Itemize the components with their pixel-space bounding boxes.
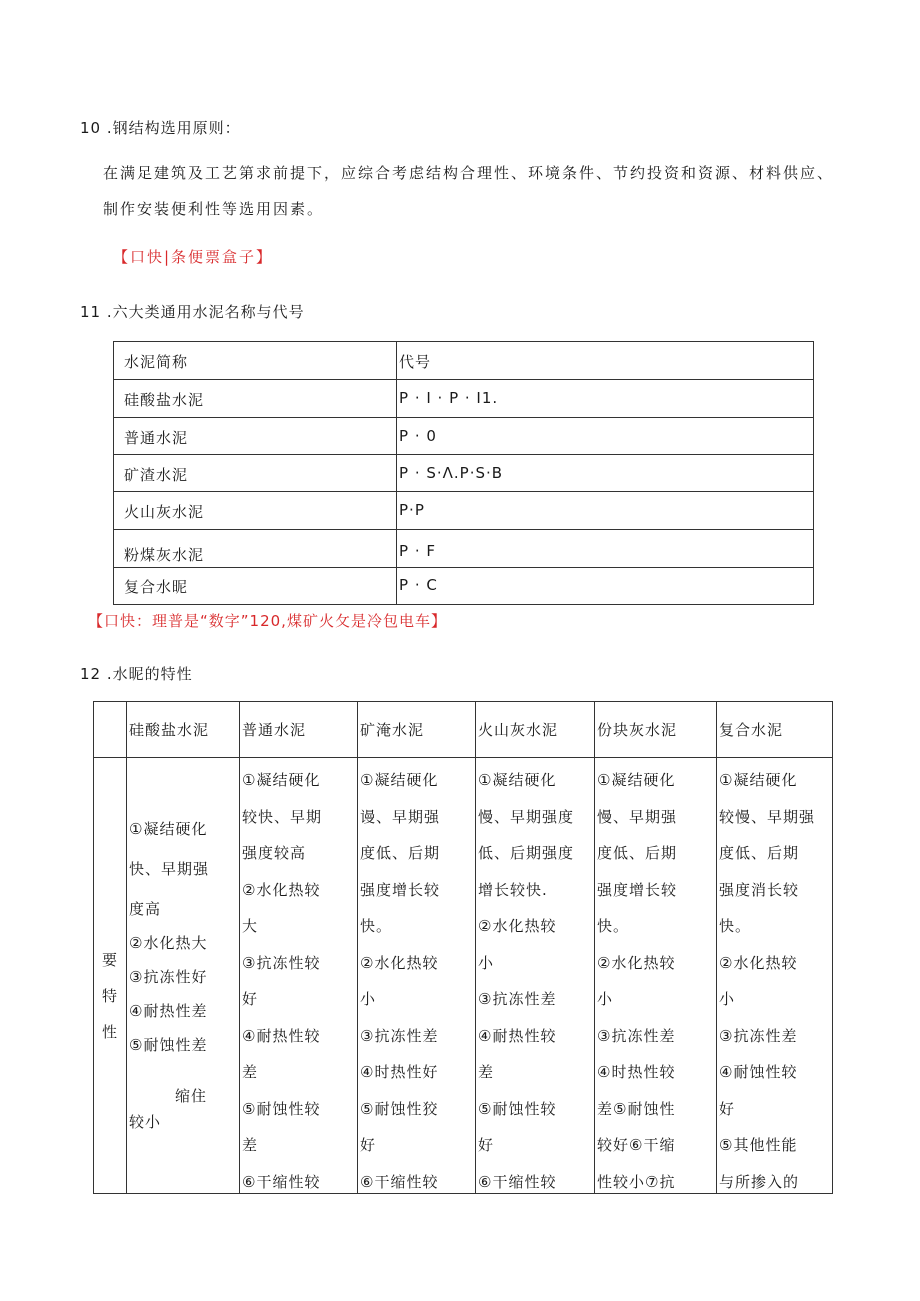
property-line: 好 [478, 1136, 495, 1154]
cement-code: P · C [399, 576, 438, 594]
row-label-char: 要 [101, 951, 118, 969]
property-line: ①凝结硬化 [719, 771, 798, 789]
section-11-heading: 11 .六大类通用水泥名称与代号 [80, 303, 305, 321]
property-line: 大 [242, 917, 259, 935]
cement-name: 粉煤灰水泥 [124, 546, 205, 564]
property-line: ②水化热较 [597, 953, 676, 972]
property-line: ①凝结硬化 [597, 771, 676, 789]
cement-properties-table [93, 701, 833, 1194]
property-line: 度低、后期 [360, 844, 441, 862]
property-line: ④耐热性较 [478, 1026, 557, 1045]
property-line: 度高 [129, 900, 162, 918]
property-line: 慢、早期强度 [478, 807, 575, 826]
section-11-mnemonic: 【口快：理普是“数字”120,煤矿火攵是冷包电车】 [88, 612, 447, 630]
header-cell: 硅酸盐水泥 [129, 721, 210, 739]
property-line: ④耐热性较 [242, 1026, 321, 1045]
property-line: 快。 [719, 917, 752, 935]
table-divider [357, 702, 358, 1193]
property-line: 度低、后期 [597, 844, 678, 862]
property-line: 慢、早期强 [597, 807, 678, 826]
property-line: 增长较快. [478, 880, 548, 899]
paragraph-line: 制作安装便利性等选用因素。 [103, 200, 325, 218]
property-line: ①凝结硬化 [360, 771, 439, 789]
table-row [114, 530, 813, 568]
property-line: ③抗冻性差 [597, 1026, 676, 1045]
section-10-paragraph [103, 155, 833, 227]
header-code: 代号 [399, 353, 432, 371]
table-divider [94, 757, 832, 758]
cement-name: 普通水泥 [124, 429, 189, 447]
property-line: ⑤耐蚀性较 [478, 1099, 557, 1118]
property-line: 快。 [360, 917, 393, 935]
property-cell [129, 809, 209, 889]
cement-name: 复合水昵 [124, 578, 189, 596]
row-label-char: 特 [101, 987, 118, 1005]
cement-name: 矿渣水泥 [124, 466, 189, 484]
property-cell [597, 762, 677, 1200]
property-line: 好 [719, 1099, 736, 1118]
table-header-row [114, 342, 813, 380]
table-divider [475, 702, 476, 1193]
header-cell: 复合水泥 [719, 721, 784, 739]
property-line: 较慢、早期强 [719, 807, 816, 826]
property-line: 缩住 [175, 1087, 208, 1105]
property-line: 强度增长较 [360, 880, 441, 899]
property-line: 较好⑥干缩 [597, 1136, 676, 1154]
property-line: ④耐蚀性较 [719, 1063, 798, 1081]
cement-code: P · 0 [399, 427, 437, 445]
property-line: 差 [478, 1063, 495, 1081]
paragraph-line: 在满足建筑及工艺第求前提下，应综合考虑结构合理性、环境条件、节约投资和资源、材料供应、 [103, 164, 835, 182]
property-line: 好 [360, 1136, 377, 1154]
property-line: ③抗冻性差 [719, 1026, 798, 1045]
header-cell: 普通水泥 [242, 721, 307, 739]
property-line: ①凝结硬化 [478, 771, 557, 789]
cement-name: 硅酸盐水泥 [124, 391, 205, 409]
property-line: 小 [597, 990, 614, 1008]
property-line: 小 [719, 990, 736, 1008]
table-divider [716, 702, 717, 1193]
property-line: ①凝结硬化 [129, 820, 208, 838]
cement-code: P · I · P · I1. [399, 389, 499, 407]
property-line: ②水化热较 [478, 917, 557, 935]
property-line: 好 [242, 990, 259, 1008]
property-line: 差 [242, 1063, 259, 1081]
property-cell [129, 1108, 161, 1136]
cement-name: 火山灰水泥 [124, 503, 205, 521]
property-line: 低、后期强度 [478, 844, 575, 862]
property-line: ②水化热较 [719, 953, 798, 972]
property-cell [242, 762, 322, 1200]
property-line: ④耐热性差 [129, 1002, 208, 1020]
row-label [94, 942, 126, 1050]
property-line: 小 [360, 990, 377, 1008]
property-line: 谩、早期强 [360, 807, 441, 826]
property-line: ②水化热较 [360, 953, 439, 972]
cement-code: P · F [399, 542, 436, 560]
table-row [114, 568, 813, 605]
property-cell [175, 1082, 207, 1110]
section-10-heading: 10 .钢结构选用原则： [80, 119, 241, 137]
property-cell [360, 762, 440, 1200]
table-row [114, 418, 813, 455]
table-row [114, 455, 813, 492]
row-label-char: 性 [101, 1023, 118, 1041]
property-cell [478, 762, 574, 1200]
property-line: ⑥干缩性较 [242, 1172, 321, 1191]
property-line: 度低、后期 [719, 844, 800, 862]
header-cell: 份块灰水泥 [597, 721, 678, 739]
cement-code: P·P [399, 501, 425, 519]
property-line: ③抗冻性好 [129, 968, 208, 986]
header-cell: 火山灰水泥 [478, 721, 559, 739]
cement-code-table [113, 341, 814, 605]
property-line: 强度较高 [242, 844, 307, 862]
property-line: 较快、早期 [242, 807, 323, 826]
property-cell [129, 892, 207, 1062]
property-line: ④时热性好 [360, 1063, 439, 1081]
property-line: ③抗冻性差 [478, 990, 557, 1008]
property-line: ③抗冻性差 [360, 1026, 439, 1045]
property-line: ⑤耐蚀性狡 [360, 1099, 439, 1118]
property-line: 差⑤耐蚀性 [597, 1099, 676, 1118]
property-line: 小 [478, 953, 495, 972]
property-line: ⑤其他性能 [719, 1136, 798, 1154]
header-cell: 矿淹水泥 [360, 721, 425, 739]
property-line: 快。 [597, 917, 630, 935]
property-line: 差 [242, 1136, 259, 1154]
table-divider [594, 702, 595, 1193]
property-line: ⑥干缩性较 [478, 1172, 557, 1191]
property-line: 性较小⑦抗 [597, 1172, 676, 1191]
cement-code: P · S·Λ.P·S·B [399, 464, 504, 482]
property-line: ⑤耐蚀性较 [242, 1099, 321, 1118]
property-line: ②水化热较 [242, 880, 321, 899]
property-line: 较小 [129, 1113, 162, 1131]
table-divider [126, 702, 127, 1193]
property-line: 强度增长较 [597, 880, 678, 899]
property-line: ①凝结硬化 [242, 771, 321, 789]
property-line: 强度消长较 [719, 880, 800, 899]
table-row [114, 492, 813, 530]
property-line: ⑤耐蚀性差 [129, 1036, 208, 1054]
property-line: 快、早期强 [129, 860, 210, 878]
property-line: ④时热性较 [597, 1063, 676, 1081]
section-10-mnemonic: 【口快|条便票盒子】 [113, 248, 274, 266]
table-row [114, 380, 813, 418]
property-line: ⑥干缩性较 [360, 1172, 439, 1191]
property-line: ②水化热大 [129, 934, 208, 952]
property-cell [719, 762, 815, 1200]
property-line: ③抗冻性较 [242, 953, 321, 972]
section-12-heading: 12 .水昵的特性 [80, 665, 193, 683]
property-line: 与所掺入的 [719, 1172, 800, 1191]
table-divider [239, 702, 240, 1193]
header-name: 水泥简称 [124, 353, 189, 371]
